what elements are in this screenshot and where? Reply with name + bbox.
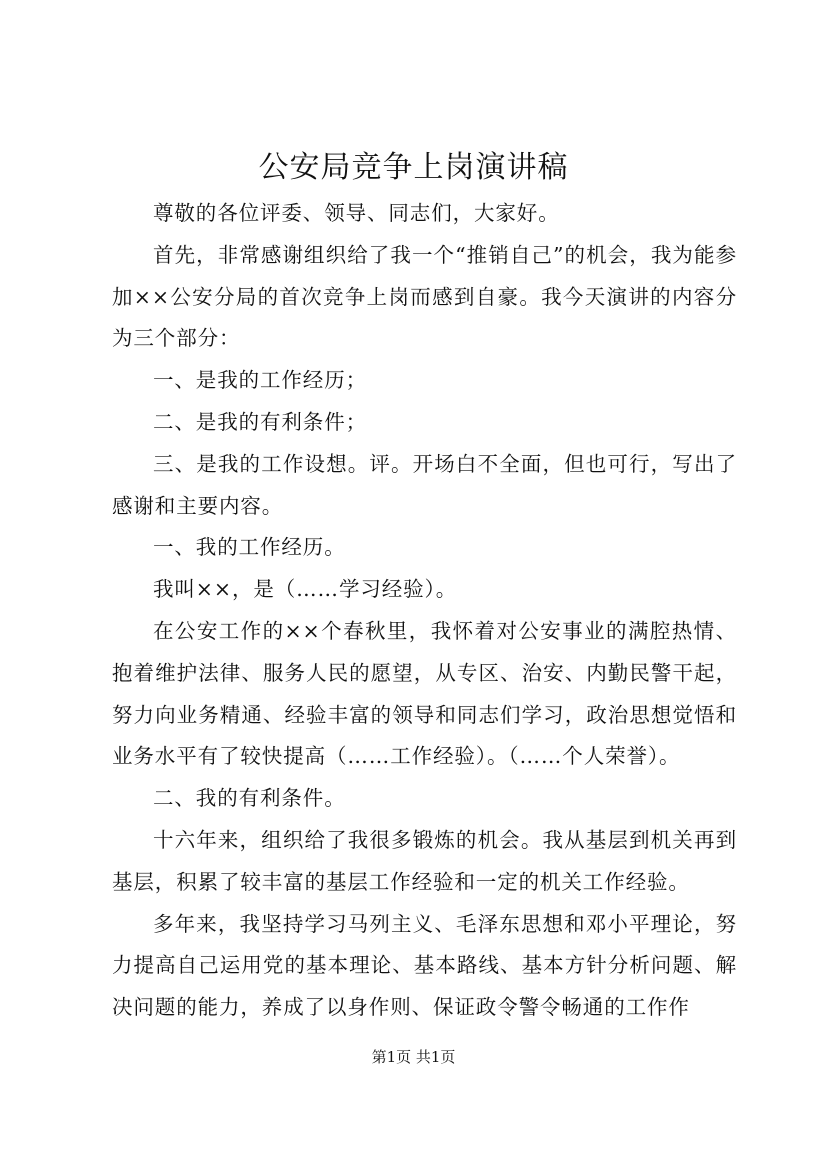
paragraph-opening: 首先，非常感谢组织给了我一个“推销自己”的机会，我为能参加××公安分局的首次竞争上岗而感到自豪。我今天演讲的内容分为三个部分：	[112, 242, 737, 351]
document-title: 公安局竞争上岗演讲稿	[258, 150, 569, 185]
paragraph-item-3: 三、是我的工作设想。评。开场白不全面，但也可行，写出了感谢和主要内容。	[112, 451, 737, 518]
paragraph-greeting: 尊敬的各位评委、领导、同志们，大家好。	[153, 201, 560, 225]
paragraph-experience: 在公安工作的××个春秋里，我怀着对公安事业的满腔热情、抱着维护法律、服务人民的愿望，从专区、治安、内勤民警干起，努力向业务精通、经验丰富的领导和同志们学习，政治思想觉悟和业务水平有了较快提高（……工作经验）。（……个人荣誉）。	[112, 618, 737, 769]
paragraph-advantages-2: 多年来，我坚持学习马列主义、毛泽东思想和邓小平理论，努力提高自己运用党的基本理论、基本路线、基本方针分析问题、解决问题的能力，养成了以身作则、保证政令警令畅通的工作作	[112, 911, 737, 1020]
document-body	[112, 193, 737, 1029]
paragraph-introduction: 我叫××，是（……学习经验）。	[153, 577, 458, 602]
paragraph-advantages-1: 十六年来，组织给了我很多锻炼的机会。我从基层到机关再到基层，积累了较丰富的基层工作经验和一定的机关工作经验。	[112, 827, 737, 894]
page-footer: 第1页 共1页	[371, 1048, 456, 1066]
paragraph-item-2: 二、是我的有利条件；	[153, 409, 367, 434]
section-heading-experience: 一、我的工作经历。	[153, 535, 346, 560]
paragraph-item-1: 一、是我的工作经历；	[153, 368, 367, 393]
section-heading-advantages: 二、我的有利条件。	[153, 786, 346, 811]
